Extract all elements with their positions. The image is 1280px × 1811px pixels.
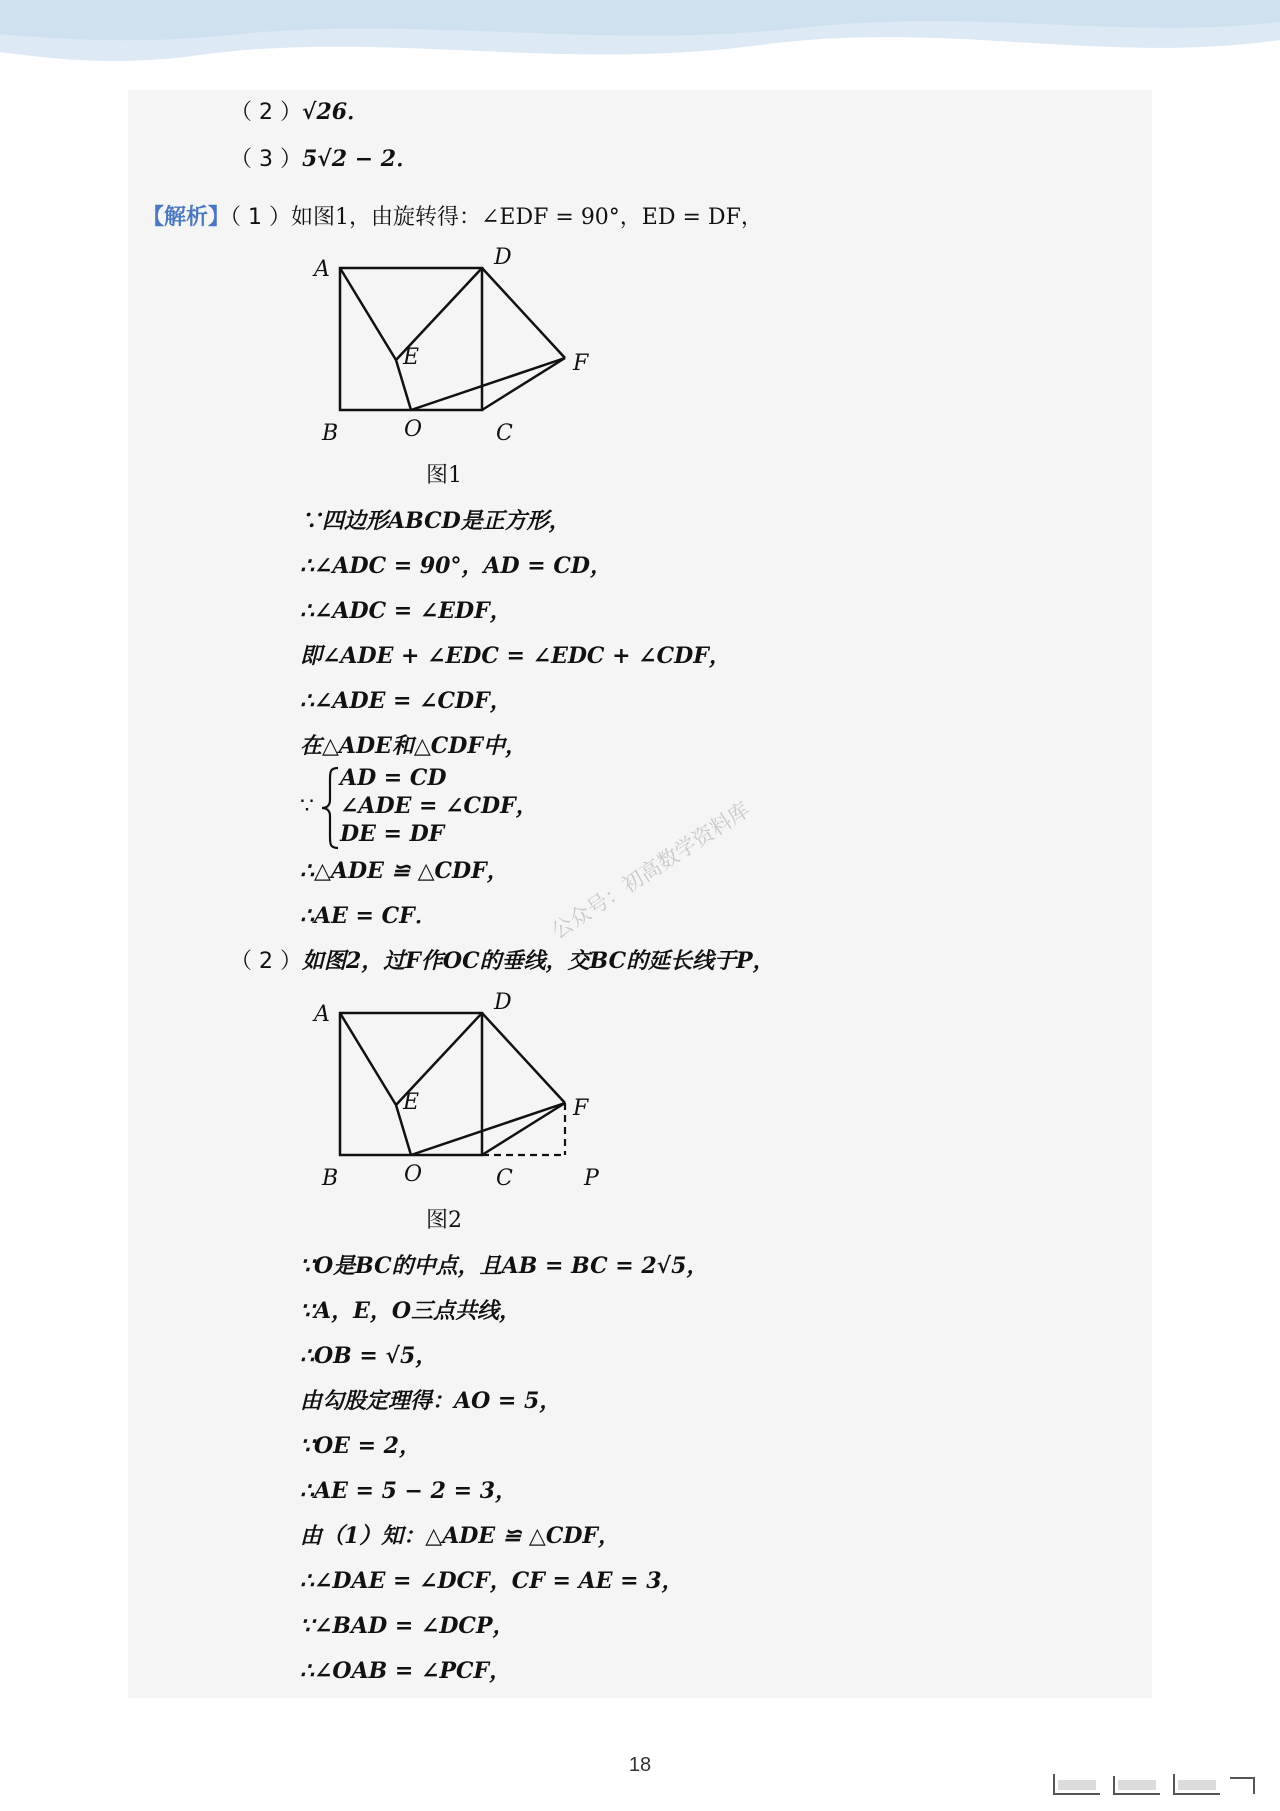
step1-1: ∵四边形ABCD是正方形， xyxy=(300,508,571,534)
fig2-label-p: P xyxy=(584,1166,599,1191)
step1-3: ∴∠ADC = ∠EDF， xyxy=(300,598,512,624)
fig2-label-c: C xyxy=(496,1166,513,1191)
analysis-part1-intro: 【解析】（ 1 ）如图1，由旋转得：∠EDF = 90°，ED = DF， xyxy=(142,205,763,230)
step2-7: 由（1）知：△ADE ≌ △CDF， xyxy=(300,1523,621,1549)
step2-8: ∴∠DAE = ∠DCF，CF = AE = 3， xyxy=(300,1568,684,1594)
header-wave-decoration xyxy=(0,0,1280,100)
step1-2: ∴∠ADC = 90°，AD = CD， xyxy=(300,553,612,579)
analysis-part2-intro: （ 2 ）如图2，过F作OC的垂线，交BC的延长线于P， xyxy=(230,948,775,974)
step2-6: ∴AE = 5 − 2 = 3， xyxy=(300,1478,518,1504)
fig2-label-b: B xyxy=(322,1166,339,1191)
fig1-label-d: D xyxy=(494,245,512,270)
fig1-label-a: A xyxy=(314,257,330,282)
figure-1-caption: 图1 xyxy=(426,463,462,488)
answer-2: （ 2 ）√26． xyxy=(230,99,370,125)
system-brace xyxy=(320,766,342,850)
fig2-label-f: F xyxy=(573,1096,589,1121)
fig1-label-c: C xyxy=(496,421,513,446)
fig1-label-f: F xyxy=(573,351,589,376)
watermark: 公众号：初高数学资料库 xyxy=(547,797,754,944)
fig2-label-a: A xyxy=(314,1002,330,1027)
fig2-label-e: E xyxy=(403,1090,420,1115)
step1-7: ∴△ADE ≌ △CDF， xyxy=(300,858,509,884)
analysis-tag: 【解析】 xyxy=(142,205,231,230)
step2-3: ∴OB = √5， xyxy=(300,1343,438,1369)
figure-2-caption: 图2 xyxy=(426,1208,462,1233)
step1-6: 在△ADE和△CDF中， xyxy=(300,733,527,759)
step2-2: ∵A，E，O三点共线， xyxy=(300,1298,521,1324)
step1-4: 即∠ADE + ∠EDC = ∠EDC + ∠CDF， xyxy=(300,643,731,669)
step2-5: ∵OE = 2， xyxy=(300,1433,421,1459)
figure-2 xyxy=(300,985,640,1205)
fig1-label-o: O xyxy=(404,417,423,442)
fig2-label-o: O xyxy=(404,1162,423,1187)
step1-8: ∴AE = CF． xyxy=(300,903,437,929)
fig1-label-b: B xyxy=(322,421,339,446)
system-line-3: DE = DF xyxy=(340,821,445,847)
step2-9: ∵∠BAD = ∠DCP， xyxy=(300,1613,515,1639)
system-line-2: ∠ADE = ∠CDF， xyxy=(340,793,538,819)
footer-logo-icon xyxy=(1050,1772,1260,1798)
answer-3: （ 3 ）5√2 − 2． xyxy=(230,146,419,172)
step2-10: ∴∠OAB = ∠PCF， xyxy=(300,1658,512,1684)
fig1-label-e: E xyxy=(403,345,420,370)
step2-1: ∵O是BC的中点，且AB = BC = 2√5， xyxy=(300,1253,709,1279)
step1-5: ∴∠ADE = ∠CDF， xyxy=(300,688,512,714)
figure-1 xyxy=(300,240,640,460)
step2-4: 由勾股定理得：AO = 5， xyxy=(300,1388,562,1414)
because-symbol: ∵ xyxy=(300,794,314,819)
fig2-label-d: D xyxy=(494,990,512,1015)
system-line-1: AD = CD xyxy=(340,765,447,791)
page-number: 18 xyxy=(628,1754,652,1776)
